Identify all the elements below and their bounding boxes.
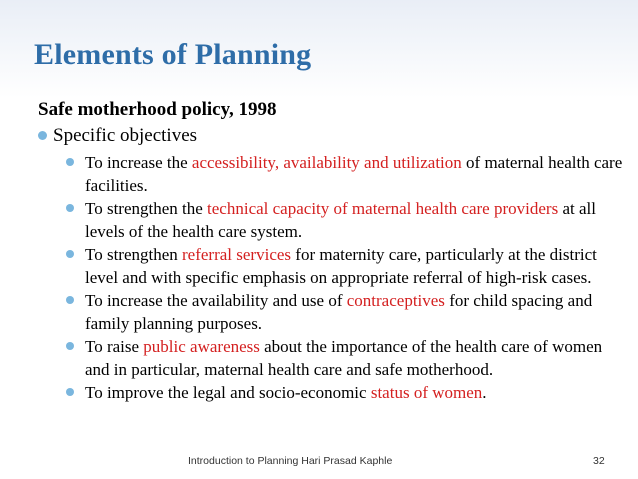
bullet-dot-icon [38,131,47,140]
objective-item [66,335,626,381]
objective-text-pre: To increase the availability and use of [85,291,347,310]
section-heading: Safe motherhood policy, 1998 [38,99,277,120]
bullet-dot-icon [66,388,74,396]
objective-highlight: accessibility, availability and utilization [191,153,462,172]
objective-text-pre: To improve the legal and socio-economic [85,383,371,402]
objective-item [66,197,626,243]
objective-text-pre: To increase the [85,153,192,172]
objective-text-pre: To strengthen [85,245,183,264]
objective-highlight: referral services [182,245,292,264]
objective-text-post: for child spacing and family planning purposes. [85,291,593,333]
bullet-dot-icon [66,342,74,350]
bullet-dot-icon [66,296,74,304]
objective-item [66,289,626,335]
objective-item [66,151,626,197]
objective-highlight: technical capacity of maternal health care providers [207,199,559,218]
objective-text-pre: To strengthen the [85,199,208,218]
objective-highlight: public awareness [143,337,260,356]
objective-highlight: status of women [370,383,483,402]
objective-text-post: . [482,383,487,402]
objective-text-post: of maternal health care facilities. [85,153,623,195]
objective-item [66,243,626,289]
bullet-dot-icon [66,250,74,258]
objective-highlight: contraceptives [346,291,445,310]
objective-text-post: at all levels of the health care system. [85,199,596,241]
slide-footer: Introduction to Planning Hari Prasad Kaphle [188,455,393,467]
bullet-dot-icon [66,158,74,166]
page-number: 32 [593,455,605,467]
objective-item [66,381,626,404]
bullet-dot-icon [66,204,74,212]
objective-text-post: for maternity care, particularly at the district level and with specific emphasis on appropriate referral of high-risk cases. [85,245,597,287]
objective-text-post: about the importance of the health care of women and in particular, maternal health care and safe motherhood. [85,337,603,379]
level1-bullet [38,125,197,147]
slide-title: Elements of Planning [34,38,312,71]
objectives-list [66,151,626,404]
objective-text-pre: To raise [85,337,144,356]
level1-label: Specific objectives [53,125,198,146]
